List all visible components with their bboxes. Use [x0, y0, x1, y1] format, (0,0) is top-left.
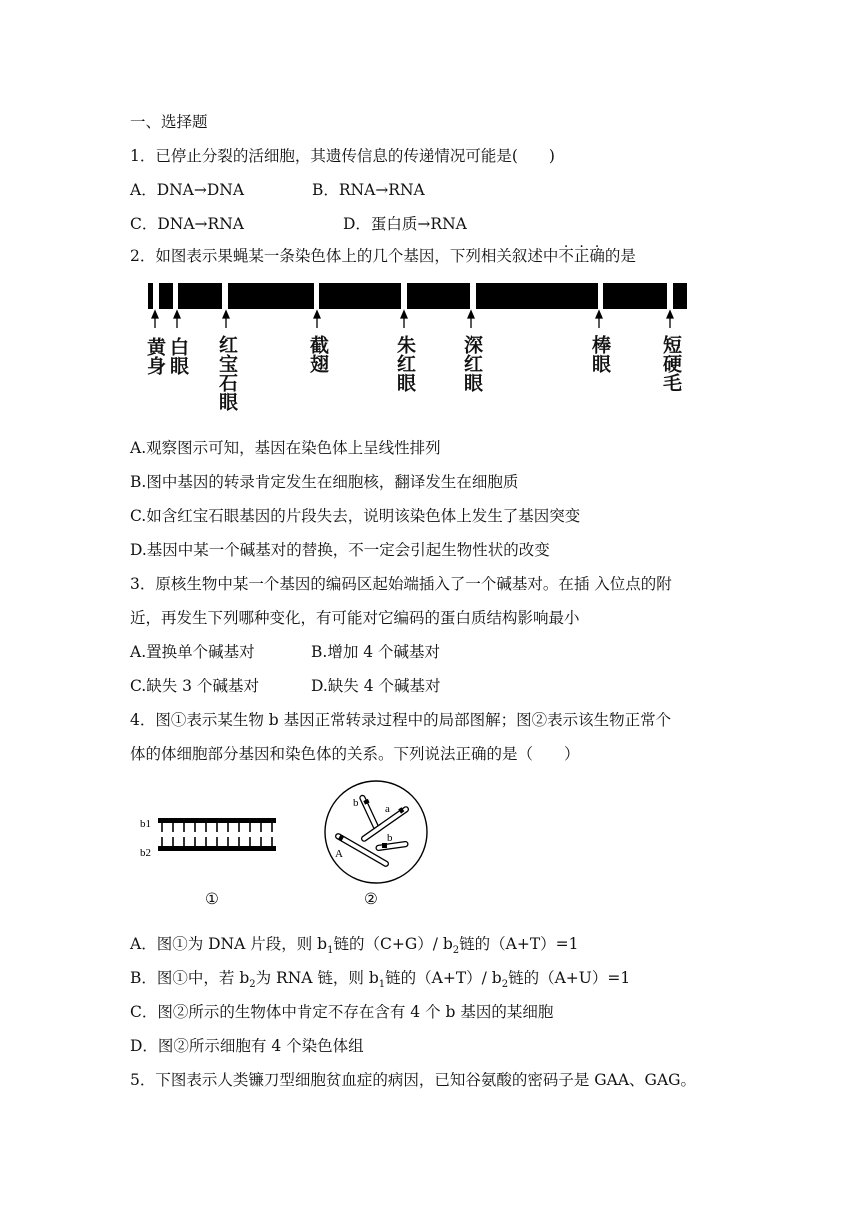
q3-option-c: C.缺失 3 个碱基对 [130, 677, 259, 695]
q2-option-b: B.图中基因的转录肯定发生在细胞核，翻译发生在细胞质 [130, 473, 519, 491]
chromosome-segment [228, 283, 314, 309]
chromosome-segment [319, 283, 401, 309]
q4-option-b [130, 967, 630, 996]
q1-stem: 1．已停止分裂的活细胞，其遗传信息的传递情况可能是( ) [130, 147, 555, 165]
q2-emph-char-3: 确 [589, 247, 605, 265]
chromosome-segment [476, 283, 598, 309]
fig2-label: ② [364, 890, 378, 908]
chromosome-diagram [140, 280, 700, 330]
strand-label-b2: b2 [140, 847, 151, 859]
q4b-sub-3: 2 [501, 979, 509, 991]
chromosome-segment [603, 283, 667, 309]
q2-stem-suffix: 的是 [604, 247, 636, 265]
strand-b2-backbone [158, 846, 276, 851]
gene-label-short-bristle: 短硬毛 [660, 335, 682, 392]
q4-option-d: D．图②所示细胞有 4 个染色体组 [130, 1037, 364, 1055]
q4-option-a [130, 933, 579, 962]
q2-emph-char-1: 不 [558, 247, 574, 265]
q4a-sub-1: 1 [327, 945, 334, 957]
gene-label-bar-eye: 棒眼 [589, 335, 611, 373]
q1-option-d: D．蛋白质→RNA [343, 215, 467, 233]
q2-emph-char-2: 正 [573, 247, 590, 265]
allele-label-A: A [335, 848, 343, 860]
q4b-text-1: B．图①中，若 b [130, 969, 250, 987]
q4b-text-4: 链的（A+U）=1 [508, 969, 631, 987]
q1-option-b: B．RNA→RNA [312, 181, 425, 199]
q3-option-a: A.置换单个碱基对 [130, 643, 255, 661]
gene-label-yellow-body: 黄身 [144, 337, 166, 375]
base-pair-rungs [162, 823, 272, 846]
cell-chromosome-figure [322, 778, 430, 886]
q1-option-a: A．DNA→DNA [130, 181, 245, 199]
chromosome-1 [359, 795, 379, 830]
q4b-sub-1: 2 [249, 979, 256, 991]
fig1-label: ① [205, 890, 219, 908]
q2-option-c: C.如含红宝石眼基因的片段失去，说明该染色体上发生了基因突变 [130, 507, 581, 525]
q3-option-b: B.增加 4 个碱基对 [311, 643, 441, 661]
allele-label-b-2: b [387, 832, 393, 844]
q4a-text-1: A．图①为 DNA 片段，则 b [130, 935, 328, 953]
strand-label-b1: b1 [140, 818, 151, 830]
q2-stem-prefix: 2．如图表示果蝇某一条染色体上的几个基因，下列相关叙述中 [130, 247, 559, 265]
q2-stem [130, 245, 636, 267]
q4b-text-2: 为 RNA 链，则 b [255, 969, 379, 987]
q4a-text-2: 链的（C+G）/ b [333, 935, 453, 953]
q1-option-c: C．DNA→RNA [130, 215, 244, 233]
gene-label-cut-wing: 截翅 [307, 335, 329, 373]
gene-label-vermilion-eye: 朱红眼 [394, 335, 416, 392]
chromosome-segment [673, 283, 687, 309]
dna-strand-figure [136, 812, 286, 862]
q4-stem-line1: 4．图①表示某生物 b 基因正常转录过程中的局部图解；图②表示该生物正常个 [130, 711, 672, 729]
chromosome-segment [407, 283, 470, 309]
q5-stem: 5．下图表示人类镰刀型细胞贫血症的病因，已知谷氨酸的密码子是 GAA、GAG。 [130, 1071, 697, 1089]
gene-label-crimson-eye: 深红眼 [461, 335, 483, 392]
allele-label-b-1: b [353, 797, 359, 809]
allele-label-a: a [385, 803, 390, 815]
chromosome-segment [148, 283, 153, 309]
gene-label-white-eye: 白眼 [167, 337, 189, 375]
q4a-text-3: 链的（A+T）=1 [459, 935, 579, 953]
q2-option-d: D.基因中某一个碱基对的替换，不一定会引起生物性状的改变 [130, 541, 550, 559]
q2-option-a: A.观察图示可知，基因在染色体上呈线性排列 [130, 439, 441, 457]
q4b-sub-2: 1 [378, 979, 386, 991]
q3-option-d: D.缺失 4 个碱基对 [311, 677, 441, 695]
gene-label-ruby-eye: 红宝石眼 [216, 335, 238, 411]
q4b-text-3: 链的（A+T）/ b [385, 969, 502, 987]
q4-option-c: C．图②所示的生物体中肯定不存在含有 4 个 b 基因的某细胞 [130, 1003, 554, 1021]
strand-b1-backbone [158, 818, 276, 823]
q4a-sub-2: 2 [452, 945, 460, 957]
q4-stem-line2: 体的体细胞部分基因和染色体的关系。下列说法正确的是（ ） [130, 745, 580, 763]
chromosome-segment [178, 283, 222, 309]
section-title: 一、选择题 [130, 113, 208, 131]
chromosome-segment [159, 283, 173, 309]
q3-stem-line2: 近，再发生下列哪种变化，有可能对它编码的蛋白质结构影响最小 [130, 609, 580, 627]
q3-stem-line1: 3．原核生物中某一个基因的编码区起始端插入了一个碱基对。在插 入位点的附 [130, 575, 672, 593]
